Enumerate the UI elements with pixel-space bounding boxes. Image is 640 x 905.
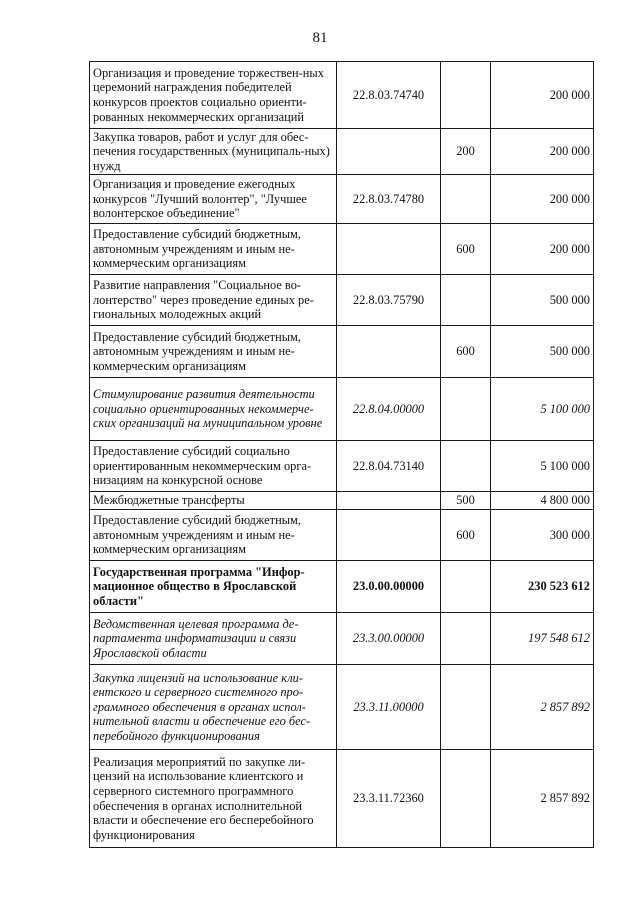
item-name-cell: Стимулирование развития деятельности социально ориентированных некоммерче-ских организаций на муниципальном уровне [90,378,337,441]
item-name-cell: Предоставление субсидий бюджетным, автономным учреждениям и иным не-коммерческим организациям [90,510,337,561]
item-name-cell: Закупка товаров, работ и услуг для обес-печения государственных (муниципаль-ных) нужд [90,129,337,175]
expense-type-cell [441,750,491,848]
target-code-cell [337,129,441,175]
target-code-cell: 23.0.00.00000 [337,561,441,613]
amount-cell: 200 000 [491,224,594,275]
target-code-cell: 22.8.04.73140 [337,441,441,492]
target-code-cell: 23.3.00.00000 [337,613,441,665]
table-row [90,492,594,510]
page-number: 81 [312,30,328,46]
item-name-cell: Организация и проведение торжествен-ных церемоний награждения победителей конкурсов проектов социально ориенти-рованных некоммерческих организаций [90,62,337,129]
table-row [90,175,594,224]
amount-cell: 197 548 612 [491,613,594,665]
table-row [90,613,594,665]
amount-cell: 300 000 [491,510,594,561]
table-row [90,224,594,275]
item-name-cell: Предоставление субсидий бюджетным, автономным учреждениям и иным не-коммерческим организациям [90,224,337,275]
amount-cell: 4 800 000 [491,492,594,510]
amount-cell: 200 000 [491,175,594,224]
table-row [90,750,594,848]
target-code-cell: 23.3.11.00000 [337,665,441,750]
table-row [90,510,594,561]
table-row [90,326,594,378]
table-row [90,275,594,326]
expense-type-cell: 600 [441,510,491,561]
expense-type-cell [441,665,491,750]
expense-type-cell: 600 [441,326,491,378]
expense-type-cell [441,561,491,613]
target-code-cell: 22.8.03.75790 [337,275,441,326]
item-name-cell: Развитие направления "Социальное во-лонтерство" через проведение единых ре-гиональных молодежных акций [90,275,337,326]
expense-type-cell [441,175,491,224]
table-row [90,62,594,129]
expense-type-cell [441,613,491,665]
expense-type-cell: 500 [441,492,491,510]
target-code-cell: 22.8.03.74780 [337,175,441,224]
item-name-cell: Предоставление субсидий социально ориентированным некоммерческим орга-низациям на конкурсной основе [90,441,337,492]
target-code-cell [337,492,441,510]
table-row [90,665,594,750]
target-code-cell: 22.8.03.74740 [337,62,441,129]
target-code-cell: 23.3.11.72360 [337,750,441,848]
item-name-cell: Реализация мероприятий по закупке ли-цензий на использование клиентского и серверного системного программного обеспечения в органах исполнительной власти и обеспечение его бесперебойного функционирования [90,750,337,848]
table-row [90,561,594,613]
expense-type-cell [441,275,491,326]
amount-cell: 5 100 000 [491,441,594,492]
table-row [90,378,594,441]
item-name-cell: Государственная программа "Инфор-мационное общество в Ярославской области" [90,561,337,613]
amount-cell: 230 523 612 [491,561,594,613]
item-name-cell: Ведомственная целевая программа де-партамента информатизации и связи Ярославской области [90,613,337,665]
amount-cell: 2 857 892 [491,750,594,848]
expense-type-cell [441,441,491,492]
expense-type-cell [441,62,491,129]
amount-cell: 200 000 [491,62,594,129]
expense-type-cell: 600 [441,224,491,275]
item-name-cell: Предоставление субсидий бюджетным, автономным учреждениям и иным не-коммерческим организациям [90,326,337,378]
amount-cell: 200 000 [491,129,594,175]
amount-cell: 500 000 [491,326,594,378]
amount-cell: 500 000 [491,275,594,326]
item-name-cell: Межбюджетные трансферты [90,492,337,510]
amount-cell: 5 100 000 [491,378,594,441]
item-name-cell: Организация и проведение ежегодных конкурсов "Лучший волонтер", "Лучшее волонтерское объединение" [90,175,337,224]
budget-table [89,61,594,848]
amount-cell: 2 857 892 [491,665,594,750]
target-code-cell [337,224,441,275]
target-code-cell [337,510,441,561]
table-row [90,441,594,492]
expense-type-cell: 200 [441,129,491,175]
table-row [90,129,594,175]
item-name-cell: Закупка лицензий на использование кли-ентского и серверного системного про-граммного обеспечения в органах испол-нительной власти и обеспечение его бес-перебойного функционирования [90,665,337,750]
expense-type-cell [441,378,491,441]
budget-table-body [90,62,594,848]
target-code-cell: 22.8.04.00000 [337,378,441,441]
target-code-cell [337,326,441,378]
